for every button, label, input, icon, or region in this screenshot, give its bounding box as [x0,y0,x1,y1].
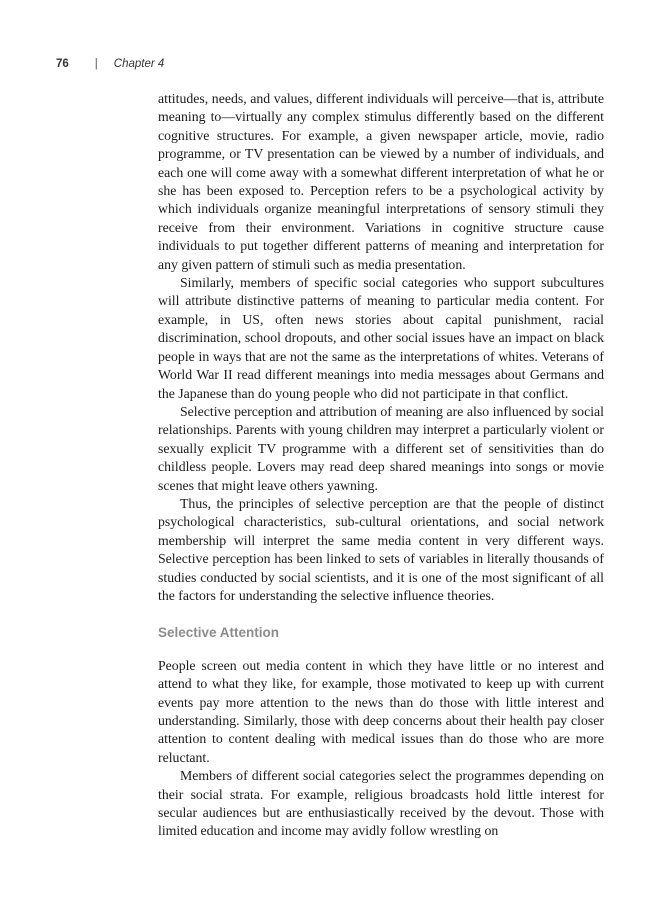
chapter-label: Chapter 4 [113,58,165,70]
body-text [158,90,604,841]
paragraph: Thus, the principles of selective perception are that the people of distinct psychological characteristics, sub-cultural orientations, and social network membership will interpret the same media content in very different ways. Selective perception has been linked to sets of variables in literally thousands of studies conducted by social scientists, and it is one of the most significant of all the factors for understanding the selective influence theories. [158,495,604,603]
paragraph: People screen out media content in which they have little or no interest and attend to what they like, for example, those motivated to keep up with current events pay more attention to the news than do those with little interest and understanding. Similarly, those with deep concerns about their health pay closer attention to content dealing with medical issues than do those who are more reluctant. [158,657,604,765]
section-heading: Selective Attention [158,625,280,641]
paragraph: Similarly, members of specific social categories who support subcultures will attribute distinctive patterns of meaning to particular media content. For example, in US, often news stories about capital punishment, racial discrimination, school dropouts, and other social issues have an impact on black people in ways that are not the same as the interpretations of whites. Veterans of World War II read different meanings into media messages about Germans and the Japanese than do young people who did not participate in that conflict. [158,275,604,401]
paragraph: attitudes, needs, and values, different individuals will perceive—that is, attribute meaning to—virtually any complex stimulus differently based on the different cognitive structures. For example, a given newspaper article, movie, radio programme, or TV presentation can be viewed by a number of individuals, and each one will come away with a somewhat different interpretation of what he or she has been exposed to. Perception refers to be a psychological activity by which individuals organize meaningful interpretations of sensory stimuli they receive from their environment. Variations in cognitive structure cause individuals to put together different patterns of meaning and interpretation for any given pattern of stimuli such as media presentation. [158,91,604,272]
page-number: 76 [56,58,69,70]
page-header [56,58,164,70]
paragraph: Selective perception and attribution of meaning are also influenced by social relationships. Parents with young children may interpret a particularly violent or sexually explicit TV programme with a different set of sensitivities than do childless people. Lovers may read deep shared meanings into songs or movie scenes that might leave others yawning. [158,403,604,493]
header-separator: | [94,58,98,70]
paragraph: Members of different social categories select the programmes depending on their social strata. For example, religious broadcasts hold little interest for secular audiences but are enthusiastically received by the devout. Those with limited education and income may avidly follow wrestling on [158,768,604,839]
